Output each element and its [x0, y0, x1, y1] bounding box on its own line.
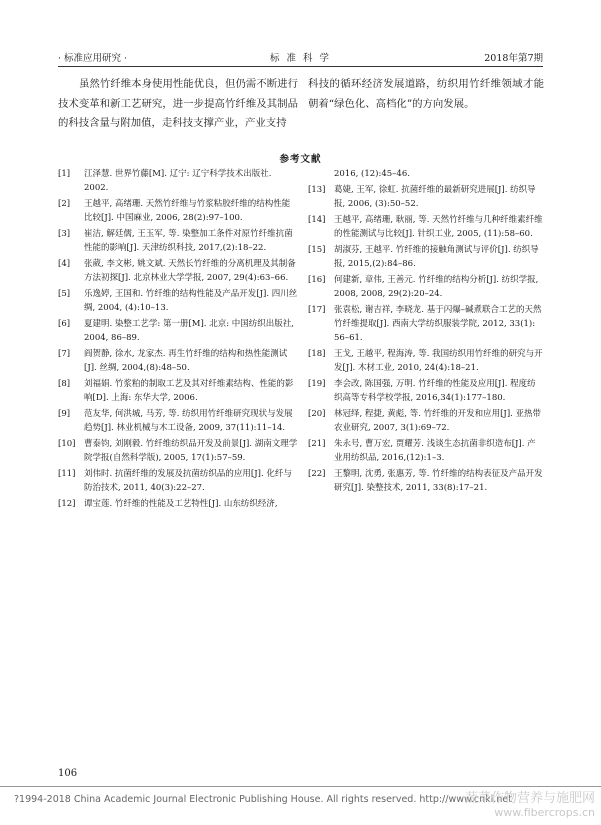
- reference-text: 葛婕, 王军, 徐虹. 抗菌纤维的最新研究进展[J]. 纺织导报, 2006, (3):50–52.: [334, 185, 536, 209]
- reference-text: 林冠绎, 程捷, 黄彪, 等. 竹纤维的开发和应用[J]. 亚热带农业研究, 2007, 3(1):69–72.: [334, 409, 542, 433]
- reference-text: 曹泰钧, 刘刚毅. 竹纤维纺织品开发及前景[J]. 湖南文理学院学报(自然科学版), 2005, 17(1):57–59.: [84, 439, 298, 463]
- reference-number: [16]: [308, 275, 326, 285]
- reference-number: [19]: [308, 379, 326, 389]
- reference-number: [13]: [308, 185, 326, 195]
- reference-text: 王越平, 高绪珊. 天然竹纤维与竹浆粘胶纤维的结构性能比较[J]. 中国麻业, 2006, 28(2):97–100.: [84, 199, 291, 223]
- reference-item: [58, 377, 298, 405]
- reference-number: [22]: [308, 469, 326, 479]
- reference-number: [14]: [308, 215, 326, 225]
- reference-number: [7]: [58, 349, 71, 359]
- reference-item: [58, 227, 298, 255]
- reference-number: [4]: [58, 259, 71, 269]
- reference-number: [2]: [58, 199, 71, 209]
- reference-item: [58, 167, 298, 195]
- reference-text: 胡淑芬, 王越平. 竹纤维的接触角测试与评价[J]. 纺织导报, 2015,(2):84–86.: [334, 245, 539, 269]
- reference-item: [308, 243, 544, 271]
- watermark: [465, 791, 595, 819]
- reference-text: 张袁松, 谢吉祥, 李晓龙. 基于闪爆–碱煮联合工艺的天然竹纤维提取[J]. 西南大学纺织服装学院, 2012, 33(1): 56–61.: [334, 305, 542, 343]
- reference-text: 谭宝莲. 竹纤维的性能及工艺特性[J]. 山东纺织经济,: [84, 499, 278, 509]
- reference-item: [308, 407, 544, 435]
- references-left-column: [58, 167, 298, 513]
- reference-text: 江泽慧. 世界竹藤[M]. 辽宁: 辽宁科学技术出版社. 2002.: [84, 169, 272, 193]
- reference-text: 刘伟时. 抗菌纤维的发展及抗菌纺织品的应用[J]. 化纤与防治技术, 2011, 40(3):22–27.: [84, 469, 292, 493]
- reference-item: [308, 303, 544, 345]
- reference-item: [58, 287, 298, 315]
- watermark-site-name: 蔬菜作物营养与施肥网: [464, 791, 595, 806]
- reference-item: [308, 213, 544, 241]
- reference-text: 王戈, 王越平, 程海涛, 等. 我国纺织用竹纤维的研究与开发[J]. 木材工业, 2010, 24(4):18–21.: [334, 349, 543, 373]
- reference-item: [58, 437, 298, 465]
- reference-text: 朱永号, 曹万宏, 贾耀芳. 浅谈生态抗菌非织造布[J]. 产业用纺织品, 2016,(12):1–3.: [334, 439, 536, 463]
- reference-number: [5]: [58, 289, 71, 299]
- header-journal-title: 标 准 科 学: [269, 53, 332, 64]
- reference-number: [6]: [58, 319, 71, 329]
- reference-text: 何建新, 章伟, 王善元. 竹纤维的结构分析[J]. 纺织学报, 2008, 2008, 29(2):20–24.: [334, 275, 539, 299]
- reference-number: [17]: [308, 305, 326, 315]
- reference-continuation: 2016, (12):45–46.: [334, 169, 410, 179]
- reference-number: [20]: [308, 409, 326, 419]
- reference-item: [308, 183, 544, 211]
- page-number: 106: [58, 768, 78, 779]
- reference-text: 阎贺静, 徐水, 龙家杰. 再生竹纤维的结构和热性能测试[J]. 丝绸, 2004,(8):48–50.: [84, 349, 288, 373]
- references-right-column: [308, 167, 544, 497]
- reference-item: [58, 257, 298, 285]
- reference-text: 夏建明. 染整工艺学: 第一册[M]. 北京: 中国纺织出版社, 2004, 86–89.: [84, 319, 294, 343]
- reference-number: [8]: [58, 379, 71, 389]
- reference-text: 王黎明, 沈勇, 张惠芳, 等. 竹纤维的结构表征及产品开发研究[J]. 染整技术, 2011, 33(8):17–21.: [334, 469, 543, 493]
- footer-divider: [0, 786, 601, 787]
- reference-number: [12]: [58, 499, 76, 509]
- reference-number: [1]: [58, 169, 71, 179]
- reference-number: [10]: [58, 439, 76, 449]
- references-title: 参考文献: [279, 154, 322, 165]
- copyright-footer: ?1994-2018 China Academic Journal Electronic Publishing House. All rights reserved. http://www.cnki.net: [14, 794, 512, 805]
- reference-number: [11]: [58, 469, 76, 479]
- reference-item: [58, 407, 298, 435]
- reference-text: 李会改, 陈国强, 万明. 竹纤维的性能及应用[J]. 程度纺织高等专科学校学报, 2016,34(1):177–180.: [334, 379, 536, 403]
- reference-item: [58, 197, 298, 225]
- reference-item: [308, 437, 544, 465]
- body-paragraph-left: 虽然竹纤维本身使用性能优良，但仍需不断进行技术变革和新工艺研究，进一步提高竹纤维及其制品的科技含量与附加值，走科技支撑产业，产业支持: [58, 78, 298, 129]
- reference-text: 刘福娟. 竹浆粕的制取工艺及其对纤维素结构、性能的影响[D]. 上海: 东华大学, 2006.: [84, 379, 294, 403]
- reference-item: [308, 273, 544, 301]
- reference-text: 崔洁, 解廷儒, 王玉军, 等. 染整加工条件对原竹纤维抗菌性能的影响[J]. 天津纺织科技, 2017,(2):18–22.: [84, 229, 293, 253]
- body-paragraph-right: 科技的循环经济发展道路，纺织用竹纤维领域才能朝着“绿色化、高档化”的方向发展。: [308, 78, 544, 110]
- reference-item: [308, 347, 544, 375]
- reference-item: [58, 497, 298, 511]
- reference-number: [18]: [308, 349, 326, 359]
- reference-item: [308, 377, 544, 405]
- watermark-url: www.fibercrops.cn: [494, 806, 595, 819]
- reference-text: 乐逸婷, 王国和. 竹纤维的结构性能及产品开发[J]. 四川丝绸, 2004, (4):10–13.: [84, 289, 298, 313]
- reference-number: [21]: [308, 439, 326, 449]
- running-header: [58, 50, 543, 65]
- reference-item: [308, 467, 544, 495]
- reference-text: 张葳, 李文彬, 姚文斌. 天然长竹纤维的分离机理及其制备方法初探[J]. 北京林业大学学报, 2007, 29(4):63–66.: [84, 259, 296, 283]
- reference-number: [3]: [58, 229, 71, 239]
- header-issue: 2018年第7期: [484, 53, 543, 64]
- reference-number: [15]: [308, 245, 326, 255]
- reference-text: 范友华, 何洪城, 马芳, 等. 纺织用竹纤维研究现状与发展趋势[J]. 林业机械与木工设备, 2009, 37(11):11–14.: [84, 409, 293, 433]
- reference-text: 王越平, 高绪珊, 耿丽, 等. 天然竹纤维与几种纤维素纤维的性能测试与比较[J]. 针织工业, 2005, (11):58–60.: [334, 215, 543, 239]
- reference-item: [58, 317, 298, 345]
- reference-number: [9]: [58, 409, 71, 419]
- reference-item: [58, 347, 298, 375]
- header-divider: [58, 66, 543, 67]
- header-section: · 标准应用研究 ·: [58, 53, 128, 64]
- reference-item: [58, 467, 298, 495]
